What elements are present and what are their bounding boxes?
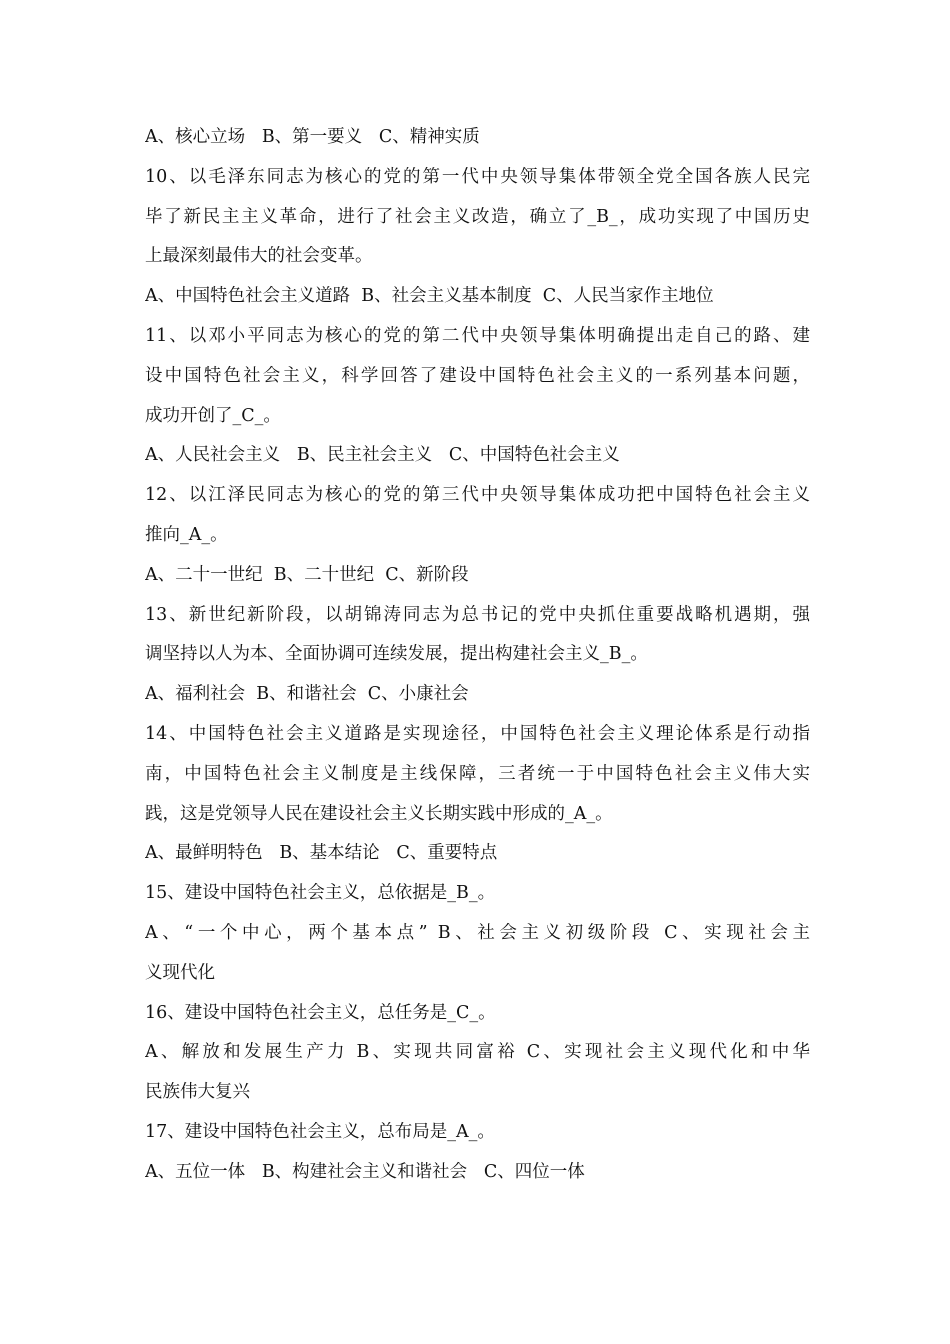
q10-text-line-2: 毕了新民主主义革命，进行了社会主义改造，确立了_B_，成功实现了中国历史 <box>145 206 810 227</box>
q11-text-line-3: 成功开创了_C_。 <box>145 405 281 426</box>
q9-options: A、核心立场 B、第一要义 C、精神实质 <box>145 127 480 147</box>
q12-text-line-1: 12、以江泽民同志为核心的党的第三代中央领导集体成功把中国特色社会主义 <box>145 485 810 506</box>
q11-text-line-1: 11、以邓小平同志为核心的党的第二代中央领导集体明确提出走自己的路、建 <box>145 325 810 346</box>
q14-text-line-2: 南，中国特色社会主义制度是主线保障，三者统一于中国特色社会主义伟大实 <box>145 763 810 784</box>
q16-text: 16、建设中国特色社会主义，总任务是_C_。 <box>145 1002 496 1023</box>
q13-options: A、福利社会 B、和谐社会 C、小康社会 <box>145 684 469 705</box>
q16-options-line-1: A、解放和发展生产力 B、实现共同富裕 C、实现社会主义现代化和中华 <box>145 1042 810 1063</box>
q12-options: A、二十一世纪 B、二十世纪 C、新阶段 <box>145 564 469 585</box>
q15-text: 15、建设中国特色社会主义，总依据是_B_。 <box>145 883 496 904</box>
q13-text-line-1: 13、新世纪新阶段，以胡锦涛同志为总书记的党中央抓住重要战略机遇期，强 <box>145 604 810 625</box>
q16-options-line-2: 民族伟大复兴 <box>145 1082 250 1103</box>
q10-options: A、中国特色社会主义道路 B、社会主义基本制度 C、人民当家作主地位 <box>145 286 714 307</box>
q15-options-line-2: 义现代化 <box>145 962 215 983</box>
q13-text-line-2: 调坚持以人为本、全面协调可连续发展，提出构建社会主义_B_。 <box>145 644 648 665</box>
q10-text-line-3: 上最深刻最伟大的社会变革。 <box>145 246 373 267</box>
q17-text: 17、建设中国特色社会主义，总布局是_A_。 <box>145 1121 495 1142</box>
q11-options: A、人民社会主义 B、民主社会主义 C、中国特色社会主义 <box>145 445 620 466</box>
document-page <box>145 118 810 1193</box>
q15-options-line-1: A、“一个中心，两个基本点” B、社会主义初级阶段 C、实现社会主 <box>145 922 810 943</box>
q11-text-line-2: 设中国特色社会主义，科学回答了建设中国特色社会主义的一系列基本问题， <box>145 365 810 386</box>
q10-text-line-1: 10、以毛泽东同志为核心的党的第一代中央领导集体带领全党全国各族人民完 <box>145 166 810 187</box>
q12-text-line-2: 推向_A_。 <box>145 524 228 545</box>
q14-text-line-1: 14、中国特色社会主义道路是实现途径，中国特色社会主义理论体系是行动指 <box>145 723 810 744</box>
q14-options: A、最鲜明特色 B、基本结论 C、重要特点 <box>145 843 498 864</box>
q14-text-line-3: 践，这是党领导人民在建设社会主义长期实践中形成的_A_。 <box>145 803 613 824</box>
q17-options: A、五位一体 B、构建社会主义和谐社会 C、四位一体 <box>145 1161 585 1182</box>
